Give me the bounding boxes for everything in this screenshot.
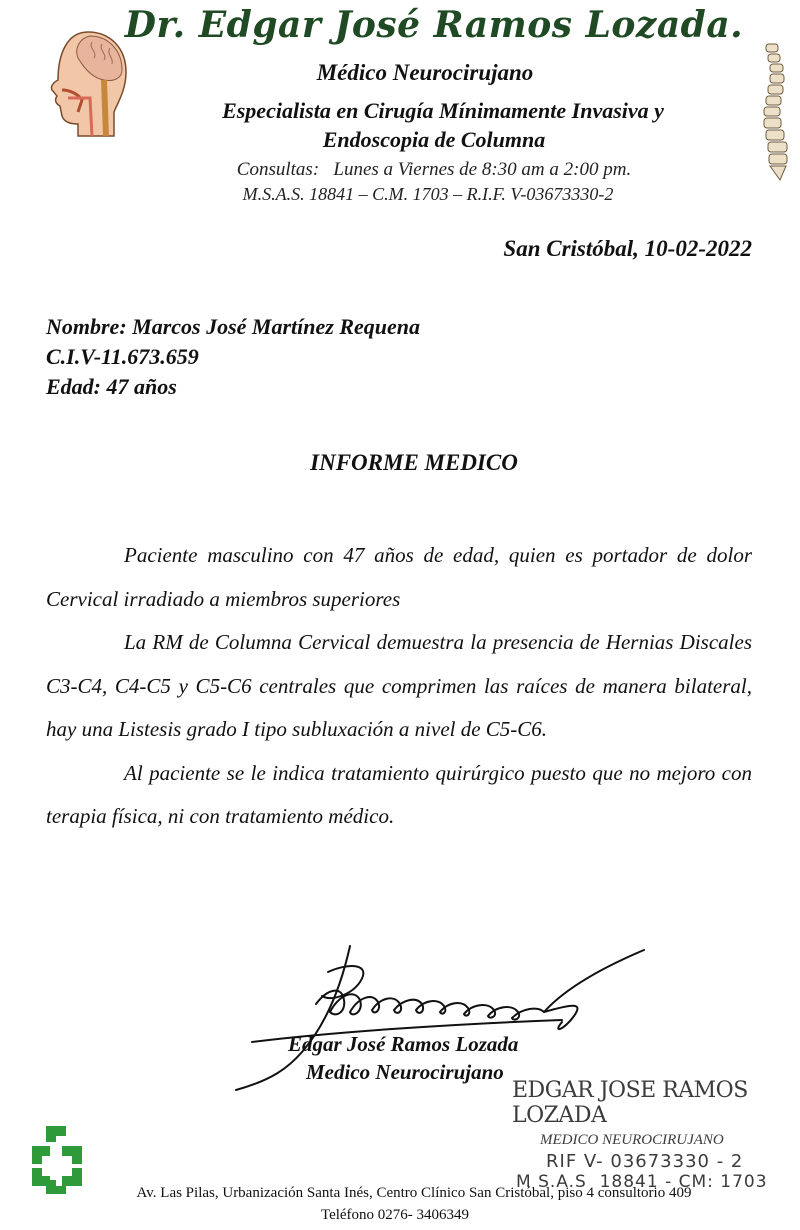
doctor-stamp xyxy=(508,1078,798,1192)
document-date: San Cristóbal, 10-02-2022 xyxy=(503,236,752,261)
stamp-rif: RIF V- 03673330 - 2 xyxy=(546,1151,744,1172)
footer-phone: Teléfono 0276- 3406349 xyxy=(320,1207,470,1223)
report-paragraph-2: La RM de Columna Cervical demuestra la presencia de Hernias Discales C3-C4, C4-C5 y C5-C6 centrales que comprimen las raíces de manera bilateral, hay una Listesis grado I tipo subluxación a nivel de C5-C6. xyxy=(46,630,752,741)
stamp-title: MEDICO NEUROCIRUJANO xyxy=(540,1132,724,1148)
patient-id: C.I.V-11.673.659 xyxy=(46,344,199,369)
stamp-registrations: M S.A.S 18841 - CM: 1703 xyxy=(516,1172,768,1192)
signature-name: Edgar José Ramos Lozada xyxy=(288,1032,519,1056)
registration-numbers: M.S.A.S. 18841 – C.M. 1703 – R.I.F. V-03673330-2 xyxy=(242,184,614,204)
doctor-name-heading: Dr. Edgar José Ramos Lozada. xyxy=(124,4,744,46)
footer-address: Av. Las Pilas, Urbanización Santa Inés, Centro Clínico San Cristóbal, piso 4 consultorio 409 xyxy=(136,1185,692,1201)
patient-info xyxy=(46,312,420,402)
signature-role: Medico Neurocirujano xyxy=(306,1060,504,1084)
report-paragraph-1: Paciente masculino con 47 años de edad, quien es portador de dolor Cervical irradiado a miembros superiores xyxy=(46,543,752,611)
specialty-line-1: Especialista en Cirugía Mínimamente Invasiva y xyxy=(222,98,664,123)
patient-age: Edad: 47 años xyxy=(46,374,177,399)
consultation-hours: Consultas: Lunes a Viernes de 8:30 am a 2:00 pm. xyxy=(236,159,632,180)
stamp-name: EDGAR JOSE RAMOS LOZADA xyxy=(512,1078,748,1128)
report-body xyxy=(46,534,752,839)
patient-name: Nombre: Marcos José Martínez Requena xyxy=(46,314,421,339)
report-title: INFORME MEDICO xyxy=(310,450,518,475)
doctor-title: Médico Neurocirujano xyxy=(316,60,534,85)
specialty-line-2: Endoscopia de Columna xyxy=(322,127,546,152)
report-paragraph-3: Al paciente se le indica tratamiento quirúrgico puesto que no mejoro con terapia física, ni con tratamiento médico. xyxy=(46,760,752,828)
